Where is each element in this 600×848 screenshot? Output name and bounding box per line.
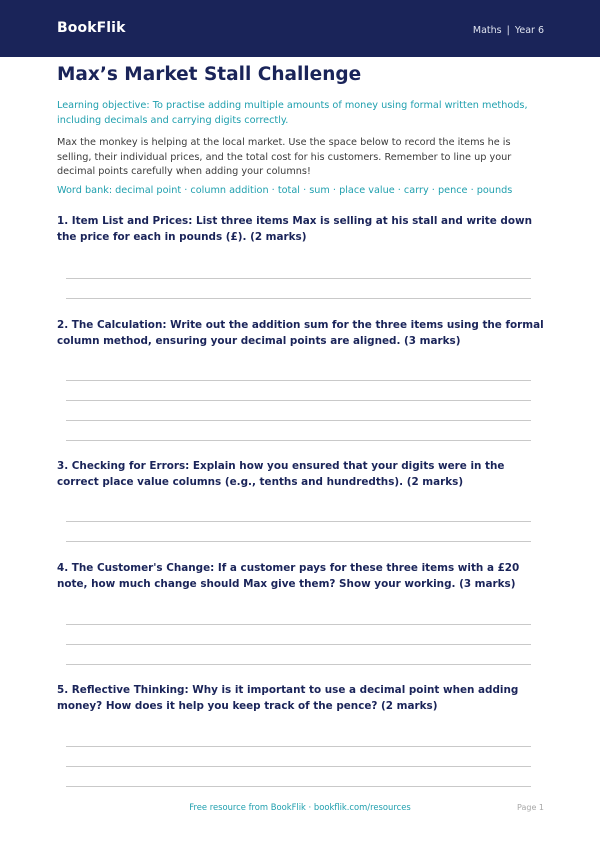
worksheet-title: Max’s Market Stall Challenge	[57, 64, 362, 85]
meta-separator: |	[506, 25, 510, 36]
learning-objective: Learning objective: To practise adding multiple amounts of money using formal written methods, including decimals and carrying digits correctly.	[57, 100, 528, 126]
answer-line[interactable]	[66, 541, 531, 542]
brand-logo[interactable]: BookFlik	[57, 20, 126, 36]
intro-paragraph: Max the monkey is helping at the local market. Use the space below to record the items he is selling, their individual prices, and the total cost for his customers. Remember to line up your decimal points carefully when adding your columns!	[57, 137, 512, 177]
answer-line[interactable]	[66, 521, 531, 522]
subject-label: Maths	[472, 25, 502, 36]
question-2-text: 2. The Calculation: Write out the addition sum for the three items using the formal column method, ensuring your decimal points are aligned. (3 marks)	[57, 319, 544, 347]
question-5-text: 5. Reflective Thinking: Why is it important to use a decimal point when adding money? How does it help you keep track of the pence? (2 marks)	[57, 684, 519, 712]
question-3-text: 3. Checking for Errors: Explain how you ensured that your digits were in the correct place value columns (e.g., tenths and hundredths). (2 marks)	[57, 460, 505, 488]
answer-line[interactable]	[66, 624, 531, 625]
question-5	[57, 683, 547, 714]
answer-line[interactable]	[66, 278, 531, 279]
answer-line[interactable]	[66, 766, 531, 767]
question-4-text: 4. The Customer's Change: If a customer pays for these three items with a £20 note, how much change should Max give them? Show your working. (3 marks)	[57, 562, 520, 590]
question-2	[57, 318, 547, 349]
answer-line[interactable]	[66, 746, 531, 747]
answer-line[interactable]	[66, 400, 531, 401]
question-1-text: 1. Item List and Prices: List three items Max is selling at his stall and write down the price for each in pounds (£). (2 marks)	[57, 215, 532, 243]
answer-line[interactable]	[66, 298, 531, 299]
answer-line[interactable]	[66, 440, 531, 441]
question-4	[57, 561, 547, 592]
answer-line[interactable]	[66, 644, 531, 645]
subject-year-label	[473, 25, 544, 36]
footer-resource-link[interactable]: Free resource from BookFlik · bookflik.com/resources	[189, 802, 411, 812]
page-header	[0, 0, 600, 57]
answer-line[interactable]	[66, 380, 531, 381]
question-1	[57, 214, 547, 245]
answer-line[interactable]	[66, 664, 531, 665]
year-label: Year 6	[514, 25, 544, 36]
answer-line[interactable]	[66, 786, 531, 787]
page-number: Page 1	[517, 803, 544, 812]
word-bank: Word bank: decimal point · column addition · total · sum · place value · carry · pence · pounds	[57, 185, 513, 196]
answer-line[interactable]	[66, 420, 531, 421]
question-3	[57, 459, 547, 490]
